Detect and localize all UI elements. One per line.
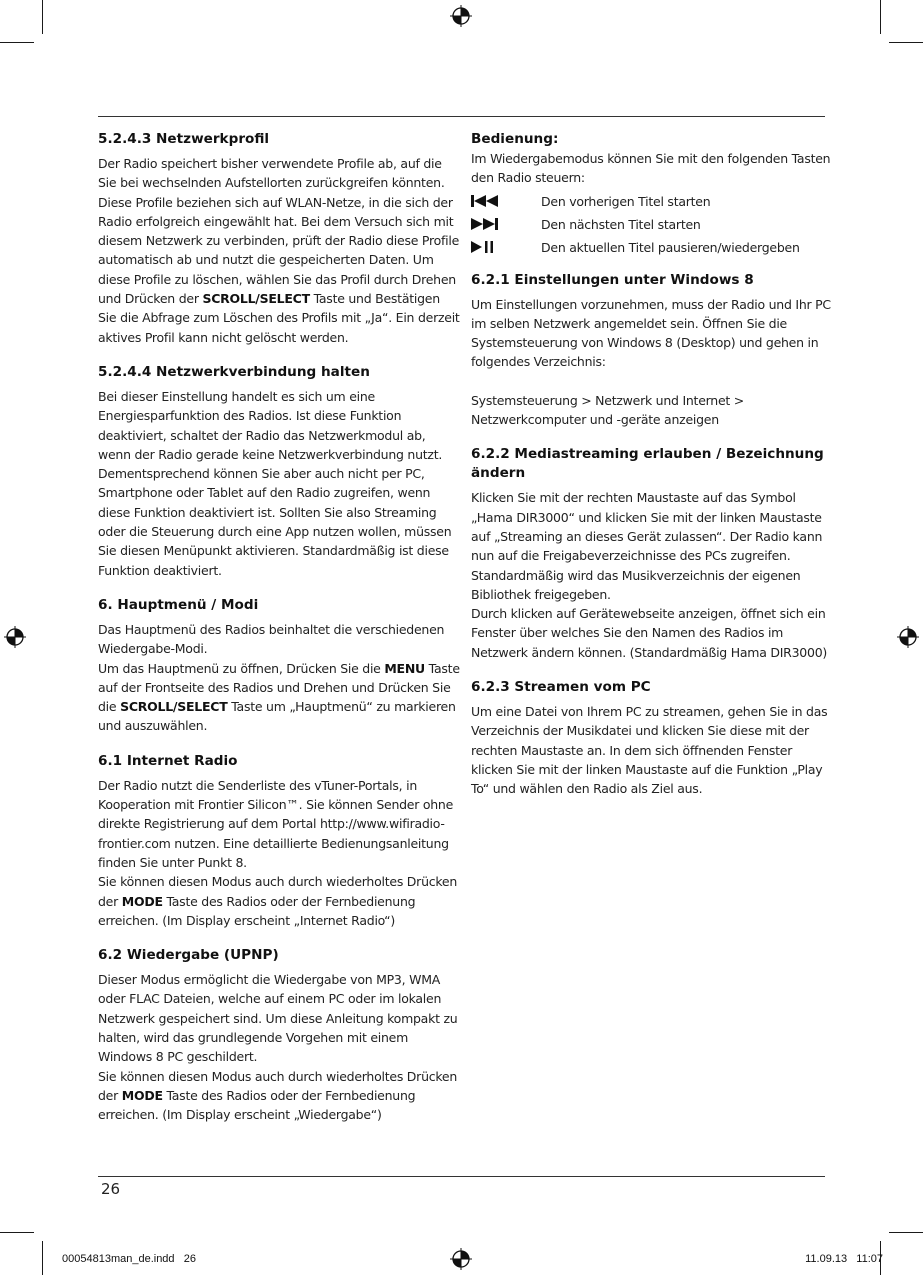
- key-label: MENU: [384, 660, 425, 676]
- paragraph: Dieser Modus ermöglicht die Wiedergabe von MP3, WMA oder FLAC Dateien, welche auf einem PC oder im lokalen Netzwerk gespeichert sind. Um diese Anleitung kompakt zu halten, wird das grundlegende Vorgehen mit einem Windows 8 PC geschildert.: [98, 972, 458, 1065]
- control-row: [471, 213, 831, 236]
- section-heading: 5.2.4.4 Netzwerkverbindung halten: [98, 363, 370, 380]
- crop-mark: [42, 0, 43, 34]
- section-heading: 6.2.3 Streamen vom PC: [471, 679, 651, 696]
- paragraph: [98, 659, 460, 736]
- slug-date-info: 11.09.13 11:07: [805, 1253, 883, 1265]
- text-run: Taste des Radios oder der Fernbedienung erreichen. (Im Display erscheint „Internet Radio“): [98, 893, 416, 928]
- paragraph: Durch klicken auf Gerätewebseite anzeigen, öffnet sich ein Fenster über welches Sie den Namen des Radios im Netzwerk ändern können. (Standardmäßig Hama DIR3000): [471, 606, 828, 660]
- right-column: [471, 130, 831, 799]
- text-run: Sie können diesen Modus auch durch wiederholtes Drücken der: [98, 1068, 458, 1103]
- crop-mark: [0, 1232, 34, 1233]
- crop-mark: [889, 1232, 923, 1233]
- page-number: 26: [101, 1180, 121, 1198]
- paragraph: [98, 154, 460, 347]
- paragraph: Bei dieser Einstellung handelt es sich um eine Energiesparfunktion des Radios. Ist diese Funktion deaktiviert, schaltet der Radio das Netzwerkmodul ab, wenn der Radio gerade keine Netzwerkverbindung nutzt. Dementsprechend können Sie aber auch nicht per PC, Smartphone oder Tablet auf den Radio zugreifen, wenn diese Funktion deaktiviert ist. Sollten Sie also Streaming oder die Steuerung durch eine App nutzen wollen, müssen Sie diesen Menüpunkt aktivieren. Standardmäßig ist diese Funktion deaktiviert.: [98, 388, 452, 578]
- section-streamen-vom-pc: [471, 678, 831, 798]
- registration-mark-icon: [450, 5, 472, 27]
- paragraph: Das Hauptmenü des Radios beinhaltet die verschiedenen Wiedergabe-Modi.: [98, 621, 445, 657]
- section-netzwerkprofil: [98, 130, 460, 347]
- play-pause-icon: [471, 240, 541, 254]
- section-wiedergabe-upnp: [98, 946, 460, 1124]
- control-description: Den nächsten Titel starten: [541, 216, 701, 232]
- section-heading: 6.2.1 Einstellungen unter Windows 8: [471, 271, 754, 288]
- text-run: Um das Hauptmenü zu öffnen, Drücken Sie die: [98, 660, 385, 676]
- next-track-icon: [471, 217, 541, 231]
- section-heading: 6.2 Wiedergabe (UPNP): [98, 947, 279, 964]
- crop-mark: [0, 42, 34, 43]
- paragraph: Der Radio nutzt die Senderliste des vTuner-Portals, in Kooperation mit Frontier Silicon™. Sie können Sender ohne direkte Registrierung auf dem Portal http://www.wifiradio-frontier.com nutzen. Eine detaillierte Bedienungsanleitung finden Sie unter Punkt 8.: [98, 777, 454, 870]
- key-label: SCROLL/SELECT: [120, 699, 228, 715]
- paragraph: Klicken Sie mit der rechten Maustaste auf das Symbol „Hama DIR3000“ und klicken Sie mit der linken Maustaste auf „Streaming an dieses Gerät zulassen“. Der Radio kann nun auf die Freigabeverzeichnisse des PCs zugreifen. Standardmäßig wird das Musikverzeichnis der eigenen Bibliothek freigegeben.: [471, 490, 823, 602]
- key-label: SCROLL/SELECT: [202, 291, 310, 307]
- text-run: Der Radio speichert bisher verwendete Profile ab, auf die Sie bei wechselnden Aufstellorten zurückgreifen könnten. Diese Profile beziehen sich auf WLAN-Netze, in die sich der Radio erfolgreich eingewählt hat. Bei dem Versuch sich mit diesem Netzwerk zu verbinden, prüft der Radio diese Profile automatisch ab und nutzt die gespeicherten Daten. Um diese Profile zu löschen, wählen Sie das Profil durch Drehen und Drücken der: [98, 156, 460, 307]
- section-mediastreaming: [471, 445, 831, 662]
- section-heading: 6.2.2 Mediastreaming erlauben / Bezeichnung ändern: [471, 446, 824, 482]
- section-hauptmenue: [98, 596, 460, 736]
- control-description: Den aktuellen Titel pausieren/wiedergeben: [541, 239, 800, 255]
- registration-mark-icon: [4, 626, 26, 648]
- footer-rule: [98, 1176, 825, 1177]
- section-internet-radio: [98, 752, 460, 930]
- crop-mark: [42, 1241, 43, 1275]
- paragraph: Um eine Datei von Ihrem PC zu streamen, gehen Sie in das Verzeichnis der Musikdatei und klicken Sie diese mit der rechten Maustaste an. In dem sich öffnenden Fenster klicken Sie mit der linken Maustaste auf die Funktion „Play To“ und wählen den Radio als Ziel aus.: [471, 704, 828, 797]
- section-bedienung: [471, 130, 831, 259]
- key-label: MODE: [121, 1087, 163, 1103]
- left-column: [98, 130, 460, 1124]
- section-einstellungen-windows8: [471, 271, 831, 430]
- section-heading: 6. Hauptmenü / Modi: [98, 596, 259, 613]
- previous-track-icon: [471, 194, 541, 208]
- section-heading: 5.2.4.3 Netzwerkprofil: [98, 131, 270, 147]
- section-heading: Bedienung:: [471, 131, 559, 147]
- slug-file-info: 00054813man_de.indd 26: [62, 1253, 196, 1265]
- control-row: [471, 190, 831, 213]
- crop-mark: [889, 42, 923, 43]
- paragraph: Um Einstellungen vorzunehmen, muss der Radio und Ihr PC im selben Netzwerk angemeldet sein. Öffnen Sie die Systemsteuerung von Windows 8 (Desktop) und gehen in folgendes Verzeichnis:: [471, 296, 831, 370]
- control-description: Den vorherigen Titel starten: [541, 193, 711, 209]
- paragraph: Im Wiedergabemodus können Sie mit den folgenden Tasten den Radio steuern:: [471, 151, 831, 186]
- text-run: Taste und Bestätigen Sie die Abfrage zum Löschen des Profils mit „Ja“. Ein derzeit aktives Profil kann nicht gelöscht werden.: [98, 291, 460, 345]
- paragraph: [98, 872, 460, 930]
- text-run: Taste um „Hauptmenü“ zu markieren und auszuwählen.: [98, 699, 456, 734]
- text-run: Taste des Radios oder der Fernbedienung erreichen. (Im Display erscheint „Wiedergabe“): [98, 1087, 416, 1123]
- key-label: MODE: [121, 893, 163, 909]
- text-run: Taste auf der Frontseite des Radios und Drehen und Drücken Sie die: [98, 660, 460, 715]
- registration-mark-icon: [450, 1248, 472, 1270]
- paragraph: Systemsteuerung > Netzwerk und Internet > Netzwerkcomputer und -geräte anzeigen: [471, 392, 745, 428]
- header-rule: [98, 116, 825, 117]
- control-row: [471, 236, 831, 259]
- paragraph: [98, 1067, 460, 1125]
- section-netzwerkverbindung: [98, 363, 460, 580]
- text-run: Sie können diesen Modus auch durch wiederholtes Drücken der: [98, 874, 458, 909]
- crop-mark: [880, 0, 881, 34]
- registration-mark-icon: [897, 626, 919, 648]
- section-heading: 6.1 Internet Radio: [98, 752, 238, 769]
